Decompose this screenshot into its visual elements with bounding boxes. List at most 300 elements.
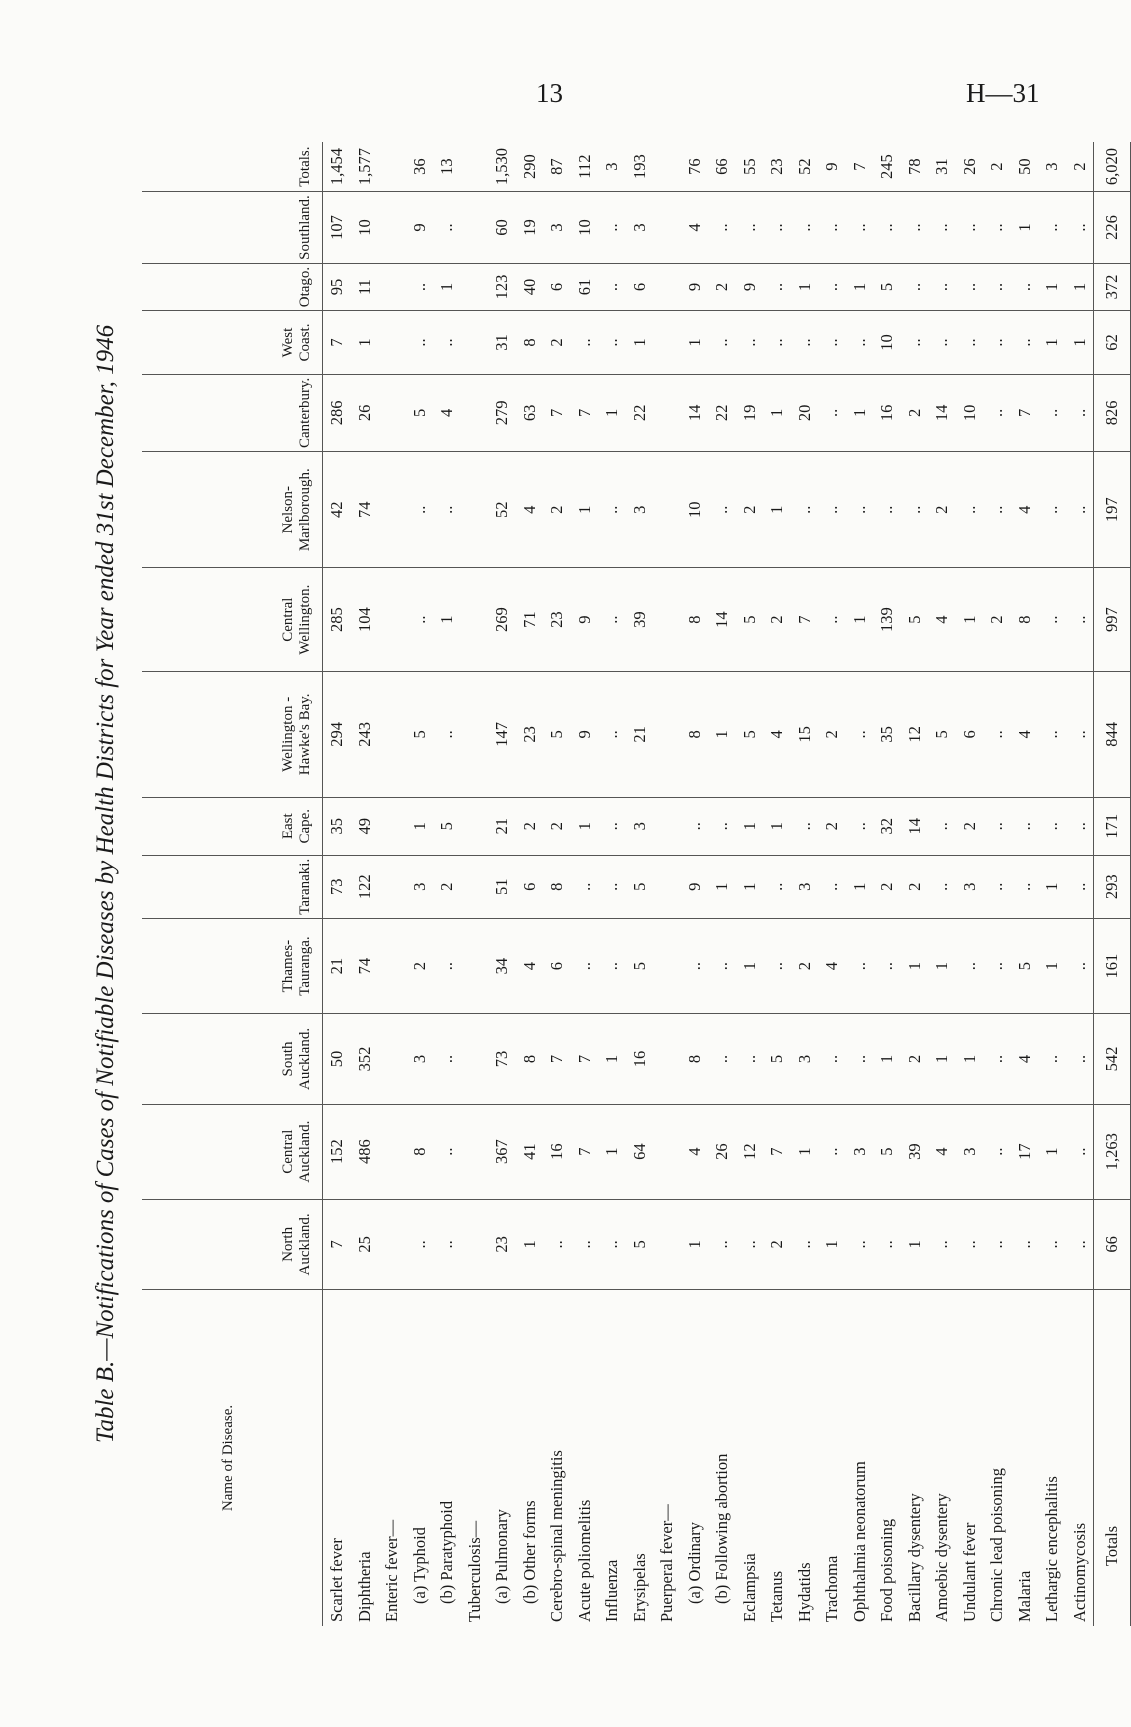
count-cell: 10	[571, 192, 599, 264]
count-cell	[653, 311, 681, 375]
count-cell: ..	[708, 1199, 736, 1289]
count-cell	[461, 797, 489, 855]
count-cell: 2	[791, 918, 819, 1014]
disease-name: Chronic lead poisoning	[987, 1468, 1006, 1622]
count-cell: ..	[983, 1104, 1011, 1199]
count-cell: 152	[323, 1104, 351, 1199]
count-cell: ..	[901, 192, 929, 264]
count-cell	[378, 797, 406, 855]
count-cell: 23	[516, 671, 544, 797]
count-cell	[378, 452, 406, 568]
count-cell	[461, 374, 489, 451]
count-cell: ..	[433, 311, 461, 375]
count-cell: 16	[626, 1014, 654, 1104]
count-cell: ..	[983, 855, 1011, 918]
count-cell: 26	[708, 1104, 736, 1199]
count-cell: ..	[818, 263, 846, 310]
count-cell: 5	[406, 671, 434, 797]
count-cell: ..	[791, 797, 819, 855]
count-cell: ..	[433, 1014, 461, 1104]
count-cell: 1	[818, 1199, 846, 1289]
count-cell: ..	[818, 1104, 846, 1199]
count-cell: 279	[488, 374, 516, 451]
count-cell: 2	[763, 1199, 791, 1289]
count-cell: 123	[488, 263, 516, 310]
count-cell: 5	[736, 671, 764, 797]
disease-name: Ophthalmia neonatorum	[849, 1461, 869, 1622]
count-cell: 1	[1038, 855, 1066, 918]
table-row	[901, 142, 929, 1626]
count-cell	[378, 1199, 406, 1289]
count-cell: ..	[873, 918, 901, 1014]
count-cell: ..	[406, 452, 434, 568]
count-cell: ..	[598, 671, 626, 797]
count-cell: ..	[956, 1199, 984, 1289]
count-cell: ..	[818, 311, 846, 375]
count-cell: 4	[763, 671, 791, 797]
table-row	[406, 142, 434, 1626]
count-cell: 1	[516, 1199, 544, 1289]
count-cell: ..	[708, 1014, 736, 1104]
count-cell	[378, 568, 406, 672]
count-cell: 3	[846, 1104, 874, 1199]
table-row	[1011, 142, 1039, 1626]
count-cell: 10	[956, 374, 984, 451]
count-cell: ..	[598, 192, 626, 264]
count-cell: 1	[736, 918, 764, 1014]
count-cell: 39	[626, 568, 654, 672]
count-cell: 8	[1011, 568, 1039, 672]
count-cell: 1	[1038, 263, 1066, 310]
row-total-cell	[461, 142, 489, 192]
count-cell: ..	[708, 192, 736, 264]
count-cell: ..	[846, 311, 874, 375]
count-cell: 63	[516, 374, 544, 451]
count-cell: 3	[406, 855, 434, 918]
table-row	[928, 142, 956, 1626]
count-cell: 1	[791, 263, 819, 310]
count-cell: ..	[1038, 192, 1066, 264]
count-cell: 22	[626, 374, 654, 451]
count-cell: 4	[1011, 671, 1039, 797]
count-cell: ..	[983, 311, 1011, 375]
column-header: South Auckland.	[142, 1014, 323, 1104]
count-cell	[461, 671, 489, 797]
disease-name: Erysipelas	[629, 1553, 649, 1622]
count-cell: 1	[846, 568, 874, 672]
count-cell: ..	[956, 918, 984, 1014]
table-row	[763, 142, 791, 1626]
row-total-cell: 52	[791, 142, 819, 192]
table-row	[873, 142, 901, 1626]
count-cell: 1	[846, 855, 874, 918]
count-cell	[461, 1199, 489, 1289]
count-cell: 31	[488, 311, 516, 375]
count-cell: ..	[818, 855, 846, 918]
total-cell: 6,020	[1094, 142, 1131, 192]
count-cell: 40	[516, 263, 544, 310]
total-cell: 161	[1094, 918, 1131, 1014]
disease-name: Trachoma	[822, 1555, 841, 1622]
count-cell: ..	[1038, 452, 1066, 568]
count-cell: ..	[983, 374, 1011, 451]
table-title: Table B.—Notifications of Cases of Notifiable Diseases by Health Districts for Year ended 31st December, 1946	[92, 324, 119, 1444]
notifications-table	[142, 142, 1131, 1626]
count-cell: 7	[543, 1014, 571, 1104]
count-cell: 3	[956, 1104, 984, 1199]
count-cell: 2	[873, 855, 901, 918]
count-cell: 12	[736, 1104, 764, 1199]
count-cell: 3	[956, 855, 984, 918]
disease-name: Cerebro-spinal meningitis	[547, 1450, 566, 1622]
count-cell: 64	[626, 1104, 654, 1199]
count-cell: 2	[543, 452, 571, 568]
count-cell: 10	[681, 452, 709, 568]
count-cell: ..	[433, 1199, 461, 1289]
column-header: Taranaki.	[142, 855, 323, 918]
count-cell: ..	[818, 452, 846, 568]
disease-name: Puerperal fever—	[657, 1504, 676, 1622]
disease-name: Influenza	[602, 1559, 621, 1622]
count-cell: 10	[873, 311, 901, 375]
count-cell: ..	[598, 568, 626, 672]
count-cell: 9	[681, 855, 709, 918]
count-cell	[461, 192, 489, 264]
count-cell: ..	[571, 1199, 599, 1289]
count-cell: 5	[873, 263, 901, 310]
row-total-cell: 55	[736, 142, 764, 192]
disease-name: Diphtheria	[354, 1551, 374, 1622]
count-cell: ..	[901, 452, 929, 568]
count-cell: 2	[516, 797, 544, 855]
count-cell: ..	[846, 1014, 874, 1104]
count-cell: 286	[323, 374, 351, 451]
count-cell: 6	[543, 918, 571, 1014]
column-header: Totals.	[142, 142, 323, 192]
row-total-cell: 13	[433, 142, 461, 192]
count-cell: ..	[1066, 1104, 1094, 1199]
count-cell: ..	[598, 918, 626, 1014]
row-total-cell: 9	[818, 142, 846, 192]
count-cell: 8	[516, 311, 544, 375]
count-cell: 7	[1011, 374, 1039, 451]
count-cell	[461, 1014, 489, 1104]
count-cell: 50	[323, 1014, 351, 1104]
count-cell: 2	[736, 452, 764, 568]
count-cell	[378, 855, 406, 918]
count-cell: 17	[1011, 1104, 1039, 1199]
count-cell: ..	[983, 263, 1011, 310]
count-cell: 1	[901, 1199, 929, 1289]
count-cell: ..	[1038, 671, 1066, 797]
table-row	[818, 142, 846, 1626]
count-cell	[461, 263, 489, 310]
count-cell: 73	[323, 855, 351, 918]
count-cell: 61	[571, 263, 599, 310]
count-cell: ..	[598, 452, 626, 568]
table-row	[983, 142, 1011, 1626]
count-cell: 285	[323, 568, 351, 672]
disease-name: Hydatids	[794, 1562, 814, 1622]
count-cell: ..	[571, 918, 599, 1014]
count-cell: ..	[791, 1199, 819, 1289]
total-cell: 66	[1094, 1199, 1131, 1289]
row-total-cell: 50	[1011, 142, 1039, 192]
row-total-cell: 2	[983, 142, 1011, 192]
count-cell: ..	[901, 263, 929, 310]
count-cell: ..	[1011, 797, 1039, 855]
count-cell: 7	[571, 1104, 599, 1199]
count-cell: 7	[323, 1199, 351, 1289]
totals-label: Totals	[1094, 1290, 1131, 1627]
rotated-table-container	[82, 142, 1122, 1626]
count-cell: 32	[873, 797, 901, 855]
count-cell: 41	[516, 1104, 544, 1199]
count-cell: ..	[928, 1199, 956, 1289]
disease-name: Tetanus	[767, 1570, 786, 1622]
count-cell: 1	[901, 918, 929, 1014]
row-total-cell: 7	[846, 142, 874, 192]
count-cell: ..	[763, 918, 791, 1014]
count-cell: ..	[708, 452, 736, 568]
count-cell: ..	[763, 311, 791, 375]
total-cell: 1,263	[1094, 1104, 1131, 1199]
page-number: 13	[536, 78, 563, 108]
disease-name: Eclampsia	[739, 1553, 759, 1622]
count-cell: ..	[1066, 452, 1094, 568]
table-row	[351, 142, 379, 1626]
count-cell: ..	[983, 918, 1011, 1014]
count-cell: 2	[928, 452, 956, 568]
count-cell: ..	[983, 452, 1011, 568]
count-cell: 4	[681, 1104, 709, 1199]
count-cell	[653, 1199, 681, 1289]
count-cell: 74	[351, 918, 379, 1014]
count-cell	[461, 568, 489, 672]
count-cell: ..	[956, 311, 984, 375]
count-cell	[461, 452, 489, 568]
page-code: H—31	[966, 78, 1040, 108]
disease-name: (b) Following abortion	[712, 1453, 731, 1604]
count-cell: 4	[681, 192, 709, 264]
count-cell: 7	[763, 1104, 791, 1199]
count-cell: 4	[433, 374, 461, 451]
disease-name: Undulant fever	[959, 1522, 979, 1622]
disease-name: Scarlet fever	[327, 1538, 346, 1622]
count-cell: ..	[736, 311, 764, 375]
count-cell: 7	[791, 568, 819, 672]
count-cell: 1	[433, 568, 461, 672]
total-cell: 997	[1094, 568, 1131, 672]
count-cell: 10	[351, 192, 379, 264]
count-cell: 107	[323, 192, 351, 264]
column-header: Central Wellington.	[142, 568, 323, 672]
count-cell: 15	[791, 671, 819, 797]
count-cell: 1	[598, 374, 626, 451]
count-cell: 352	[351, 1014, 379, 1104]
count-cell: 26	[351, 374, 379, 451]
total-cell: 293	[1094, 855, 1131, 918]
count-cell: 1	[406, 797, 434, 855]
count-cell: 20	[791, 374, 819, 451]
count-cell: 42	[323, 452, 351, 568]
count-cell: ..	[681, 797, 709, 855]
count-cell: ..	[736, 1014, 764, 1104]
disease-name: Amoebic dysentery	[932, 1493, 951, 1622]
table-row	[653, 142, 681, 1626]
count-cell: 2	[543, 797, 571, 855]
count-cell: 3	[543, 192, 571, 264]
row-total-cell	[378, 142, 406, 192]
table-row	[488, 142, 516, 1626]
count-cell: 16	[873, 374, 901, 451]
count-cell: 486	[351, 1104, 379, 1199]
row-total-cell: 26	[956, 142, 984, 192]
count-cell	[378, 918, 406, 1014]
count-cell: 3	[406, 1014, 434, 1104]
count-cell: ..	[1066, 374, 1094, 451]
count-cell: ..	[433, 192, 461, 264]
count-cell	[653, 1014, 681, 1104]
count-cell: ..	[791, 192, 819, 264]
count-cell	[653, 192, 681, 264]
count-cell: ..	[406, 1199, 434, 1289]
count-cell: 1	[1038, 1104, 1066, 1199]
count-cell: ..	[1011, 1199, 1039, 1289]
count-cell: 22	[708, 374, 736, 451]
count-cell: 7	[543, 374, 571, 451]
count-cell: ..	[928, 797, 956, 855]
column-header: Otago.	[142, 263, 323, 310]
table-row	[461, 142, 489, 1626]
table-body	[323, 142, 1131, 1626]
count-cell: 8	[681, 671, 709, 797]
table-row	[681, 142, 709, 1626]
count-cell: 1	[956, 568, 984, 672]
count-cell: 6	[543, 263, 571, 310]
count-cell: 1	[846, 263, 874, 310]
column-header: North Auckland.	[142, 1199, 323, 1289]
count-cell: 3	[791, 855, 819, 918]
count-cell: 1	[763, 374, 791, 451]
row-total-cell: 2	[1066, 142, 1094, 192]
count-cell	[653, 452, 681, 568]
count-cell: ..	[983, 671, 1011, 797]
count-cell: ..	[406, 311, 434, 375]
count-cell: ..	[846, 671, 874, 797]
count-cell: ..	[708, 918, 736, 1014]
row-total-cell: 245	[873, 142, 901, 192]
count-cell: 35	[873, 671, 901, 797]
count-cell: 14	[901, 797, 929, 855]
totals-row	[1094, 142, 1131, 1626]
count-cell: 6	[516, 855, 544, 918]
count-cell	[653, 374, 681, 451]
total-cell: 171	[1094, 797, 1131, 855]
count-cell: 3	[626, 797, 654, 855]
count-cell	[653, 855, 681, 918]
count-cell: 2	[818, 671, 846, 797]
count-cell: ..	[1066, 1199, 1094, 1289]
count-cell: 2	[406, 918, 434, 1014]
table-header-row	[142, 142, 323, 1626]
count-cell: ..	[1038, 797, 1066, 855]
count-cell: 3	[791, 1014, 819, 1104]
count-cell: ..	[598, 263, 626, 310]
count-cell	[461, 311, 489, 375]
count-cell: 35	[323, 797, 351, 855]
row-total-cell: 1,577	[351, 142, 379, 192]
count-cell: 1	[708, 855, 736, 918]
table-row	[433, 142, 461, 1626]
row-total-cell: 193	[626, 142, 654, 192]
count-cell: ..	[1038, 374, 1066, 451]
count-cell: 52	[488, 452, 516, 568]
count-cell	[653, 1104, 681, 1199]
count-cell: 34	[488, 918, 516, 1014]
row-total-cell: 3	[1038, 142, 1066, 192]
column-header: Nelson-Marlborough.	[142, 452, 323, 568]
column-header: Thames-Tauranga.	[142, 918, 323, 1014]
count-cell: ..	[1066, 797, 1094, 855]
count-cell: 5	[736, 568, 764, 672]
count-cell: ..	[791, 311, 819, 375]
row-total-cell	[653, 142, 681, 192]
count-cell: 71	[516, 568, 544, 672]
count-cell: ..	[1066, 918, 1094, 1014]
disease-name: Food poisoning	[877, 1518, 896, 1622]
count-cell: ..	[1066, 671, 1094, 797]
count-cell: 1	[763, 797, 791, 855]
count-cell: 73	[488, 1014, 516, 1104]
count-cell: 2	[956, 797, 984, 855]
column-header: West Coast.	[142, 311, 323, 375]
count-cell: 1	[1038, 918, 1066, 1014]
count-cell: ..	[763, 263, 791, 310]
disease-name: (b) Other forms	[519, 1500, 539, 1604]
count-cell: 4	[928, 568, 956, 672]
count-cell: 243	[351, 671, 379, 797]
count-cell: 2	[433, 855, 461, 918]
count-cell: 5	[928, 671, 956, 797]
count-cell: 1	[598, 1104, 626, 1199]
count-cell: ..	[846, 918, 874, 1014]
count-cell: 122	[351, 855, 379, 918]
count-cell: 4	[928, 1104, 956, 1199]
total-cell: 844	[1094, 671, 1131, 797]
count-cell: 1	[1038, 311, 1066, 375]
count-cell: 1	[598, 1014, 626, 1104]
row-total-cell: 78	[901, 142, 929, 192]
count-cell: ..	[1011, 263, 1039, 310]
count-cell: ..	[763, 855, 791, 918]
disease-name: Bacillary dysentery	[904, 1493, 924, 1622]
count-cell: 5	[626, 918, 654, 1014]
count-cell: 2	[901, 374, 929, 451]
count-cell: 8	[681, 568, 709, 672]
count-cell: 1	[873, 1014, 901, 1104]
count-cell: 1	[626, 311, 654, 375]
rotated-content	[82, 142, 1122, 1626]
count-cell: ..	[433, 671, 461, 797]
column-header: East Cape.	[142, 797, 323, 855]
count-cell: ..	[406, 263, 434, 310]
total-cell: 226	[1094, 192, 1131, 264]
count-cell: ..	[818, 374, 846, 451]
count-cell: ..	[763, 192, 791, 264]
row-total-cell: 3	[598, 142, 626, 192]
count-cell: 269	[488, 568, 516, 672]
